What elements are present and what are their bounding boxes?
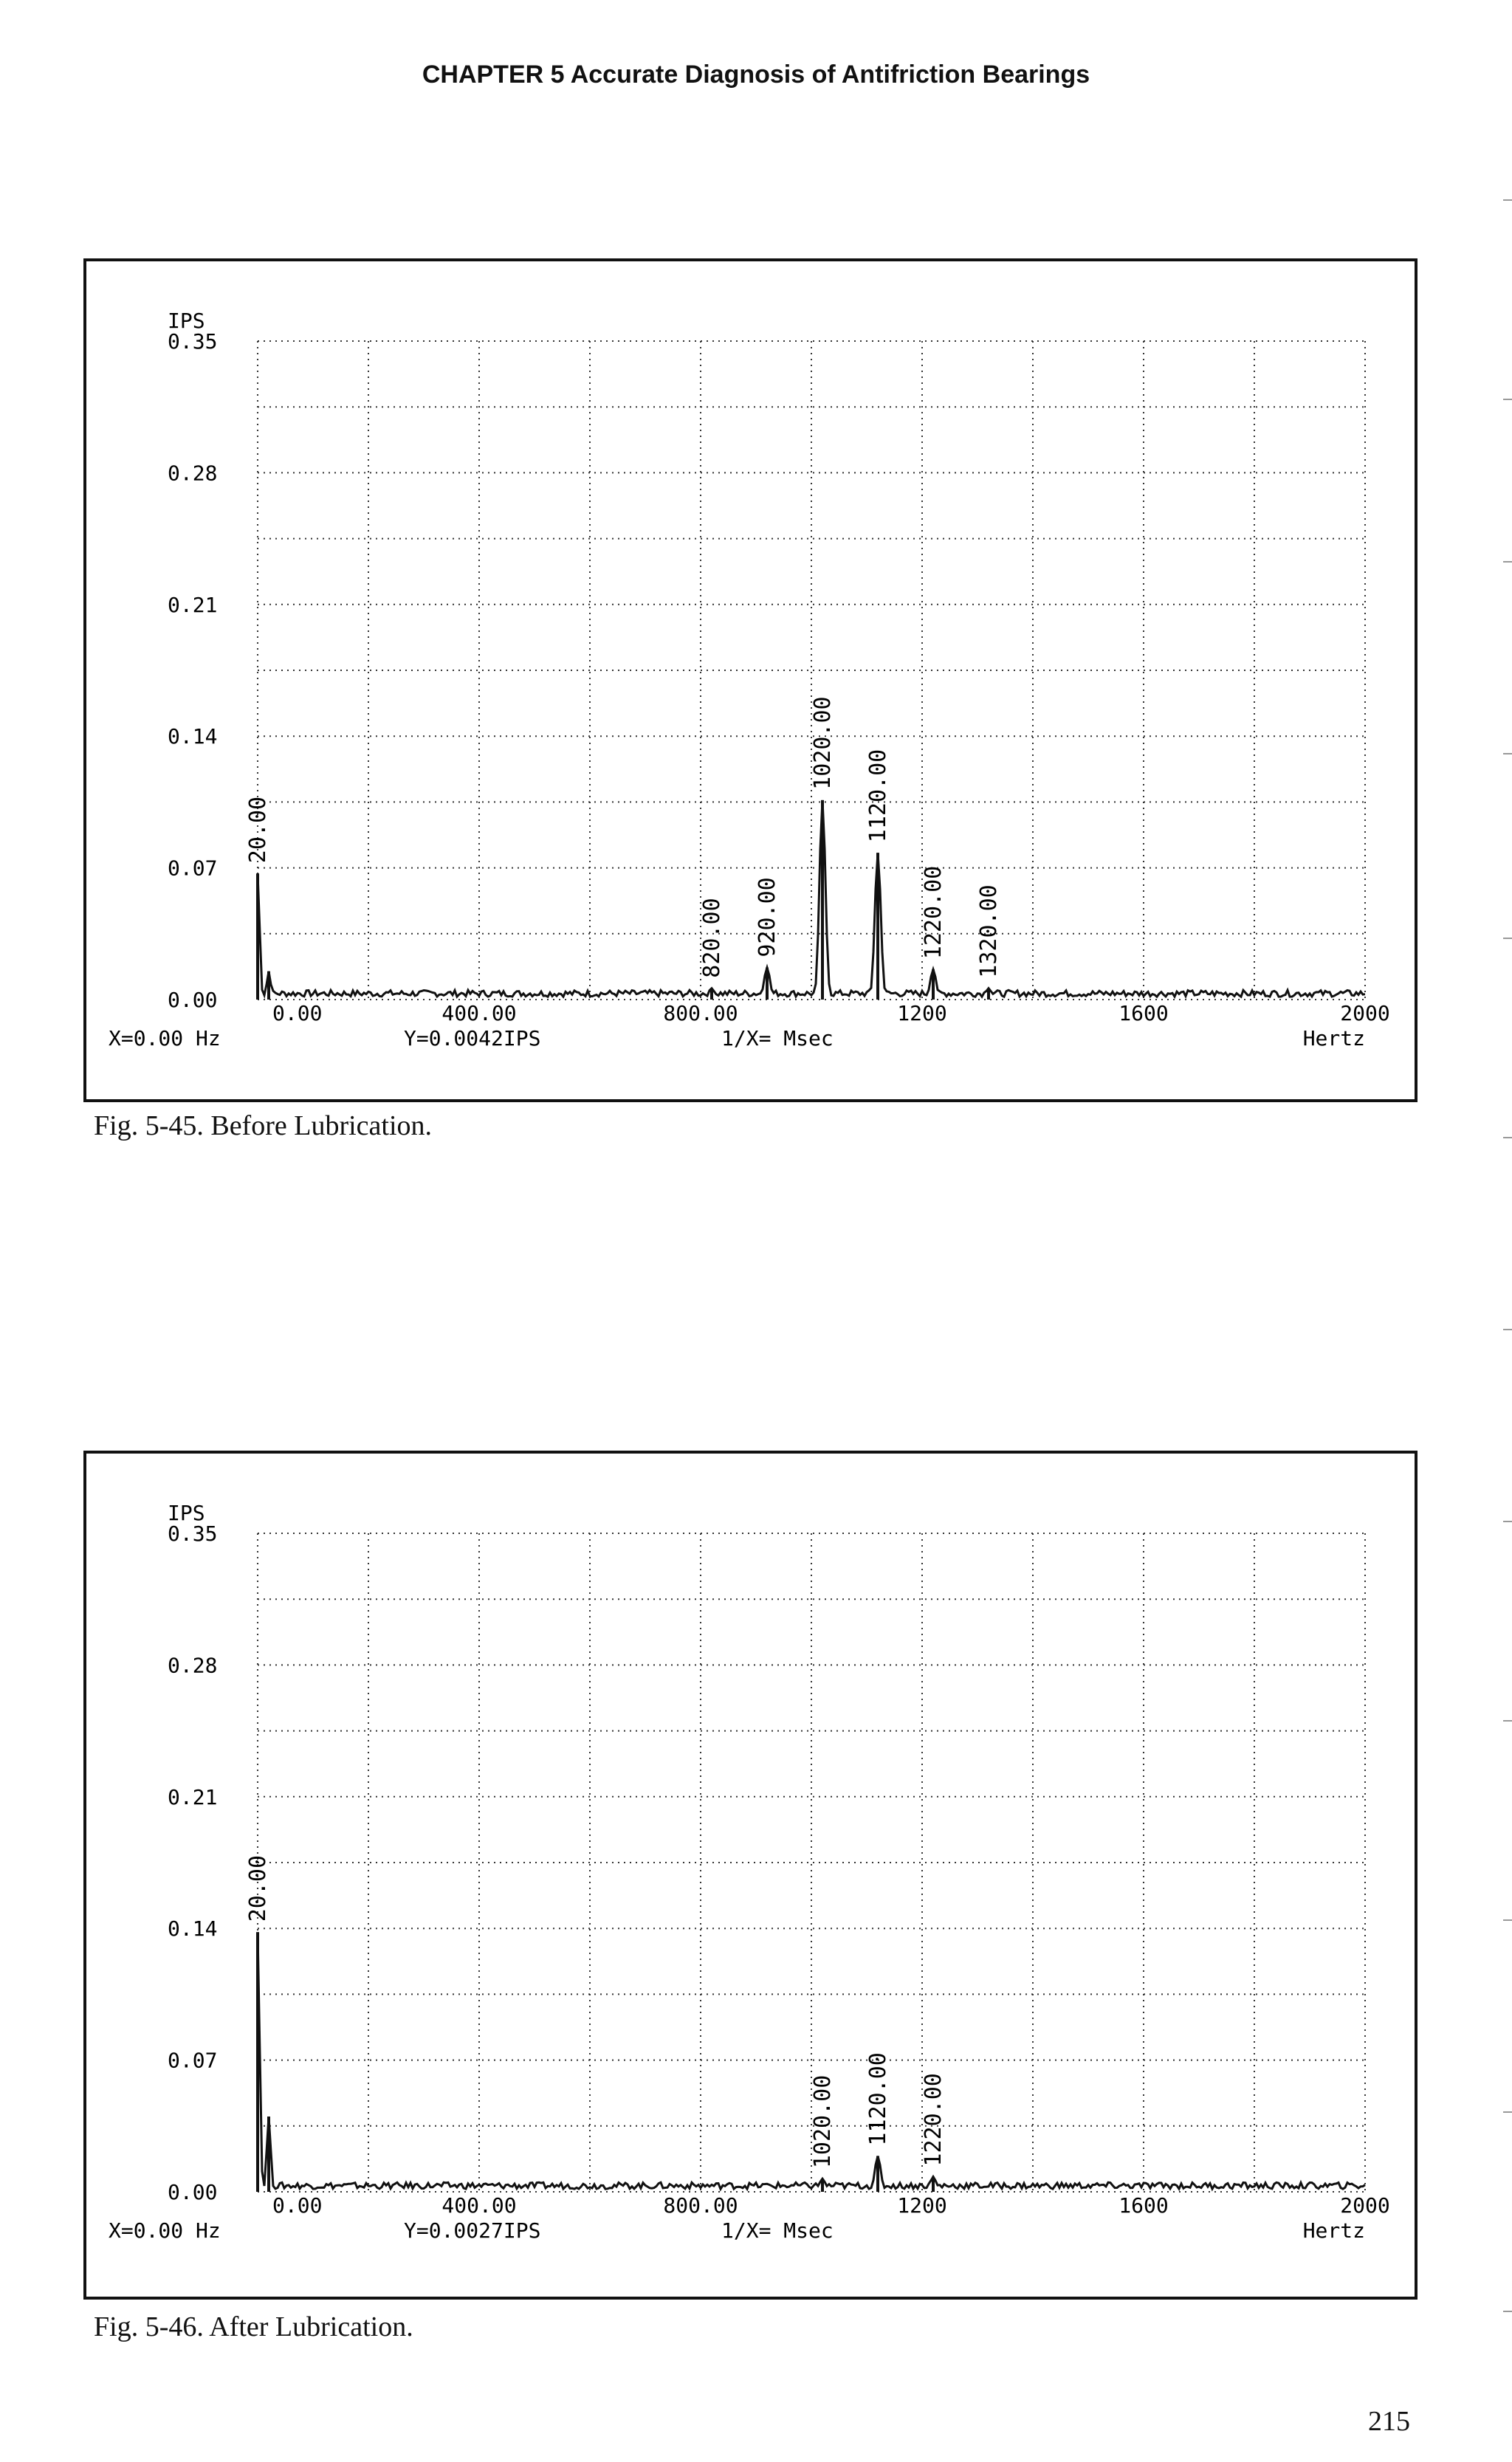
page-number: 215 — [1368, 2406, 1410, 2437]
figure-after-lubrication — [83, 1451, 1418, 2300]
cursor-x-readout: X=0.00 Hz — [109, 2218, 221, 2243]
peak-label: 1020.00 — [810, 696, 836, 790]
y-tick-label: 0.14 — [168, 724, 218, 749]
peak-label: 1220.00 — [921, 865, 946, 960]
y-tick-label: 0.28 — [168, 1653, 218, 1678]
x-tick-label: 0.00 — [272, 2193, 323, 2218]
x-tick-label: 0.00 — [272, 1001, 323, 1025]
peak-label: 20.00 — [245, 1854, 271, 1922]
cursor-x-readout: X=0.00 Hz — [109, 1026, 221, 1051]
y-tick-label: 0.07 — [168, 856, 218, 881]
x-tick-label: 2000 — [1340, 2193, 1390, 2218]
y-tick-label: 0.35 — [168, 329, 218, 354]
y-tick-label: 0.14 — [168, 1916, 218, 1942]
y-axis-label: IPS — [168, 1501, 205, 1525]
spectrum-chart-after — [86, 1454, 1415, 2297]
inverse-x-readout: 1/X= Msec — [721, 1026, 834, 1051]
figure-before-lubrication — [83, 258, 1418, 1102]
figure-caption-before: Fig. 5-45. Before Lubrication. — [94, 1110, 433, 1141]
y-axis-label: IPS — [168, 309, 205, 333]
y-tick-label: 0.35 — [168, 1521, 218, 1546]
peak-label: 20.00 — [245, 796, 271, 864]
peak-label: 1120.00 — [865, 2052, 891, 2146]
peak-label: 920.00 — [755, 877, 780, 957]
page-header: CHAPTER 5 Accurate Diagnosis of Antifriction Bearings — [422, 61, 1090, 89]
x-tick-label: 1200 — [897, 1001, 947, 1025]
peak-label: 1120.00 — [865, 749, 891, 843]
cursor-y-readout: Y=0.0027IPS — [404, 2218, 541, 2243]
x-tick-label: 800.00 — [663, 2193, 738, 2218]
y-tick-label: 0.07 — [168, 2048, 218, 2073]
peak-label: 1220.00 — [921, 2073, 946, 2167]
cursor-y-readout: Y=0.0042IPS — [404, 1026, 541, 1051]
x-tick-label: 400.00 — [441, 2193, 517, 2218]
x-tick-label: 800.00 — [663, 1001, 738, 1025]
inverse-x-readout: 1/X= Msec — [721, 2218, 834, 2243]
x-tick-label: 1200 — [897, 2193, 947, 2218]
y-tick-label: 0.21 — [168, 592, 218, 617]
x-tick-label: 1600 — [1118, 2193, 1169, 2218]
grid — [258, 341, 1365, 1000]
x-tick-label: 2000 — [1340, 1001, 1390, 1025]
y-tick-label: 0.28 — [168, 461, 218, 486]
peak-label: 1020.00 — [810, 2074, 836, 2169]
x-tick-label: 400.00 — [441, 1001, 517, 1025]
peak-label: 820.00 — [699, 898, 725, 978]
x-tick-label: 1600 — [1118, 1001, 1169, 1025]
spectrum-chart-before — [86, 261, 1415, 1099]
y-tick-label: 0.00 — [168, 988, 218, 1012]
x-axis-label: Hertz — [1302, 2218, 1365, 2243]
x-axis-label: Hertz — [1302, 1026, 1365, 1051]
figure-caption-after: Fig. 5-46. After Lubrication. — [94, 2311, 413, 2342]
y-tick-label: 0.21 — [168, 1784, 218, 1809]
peak-label: 1320.00 — [976, 884, 1002, 978]
y-tick-label: 0.00 — [168, 2180, 218, 2204]
